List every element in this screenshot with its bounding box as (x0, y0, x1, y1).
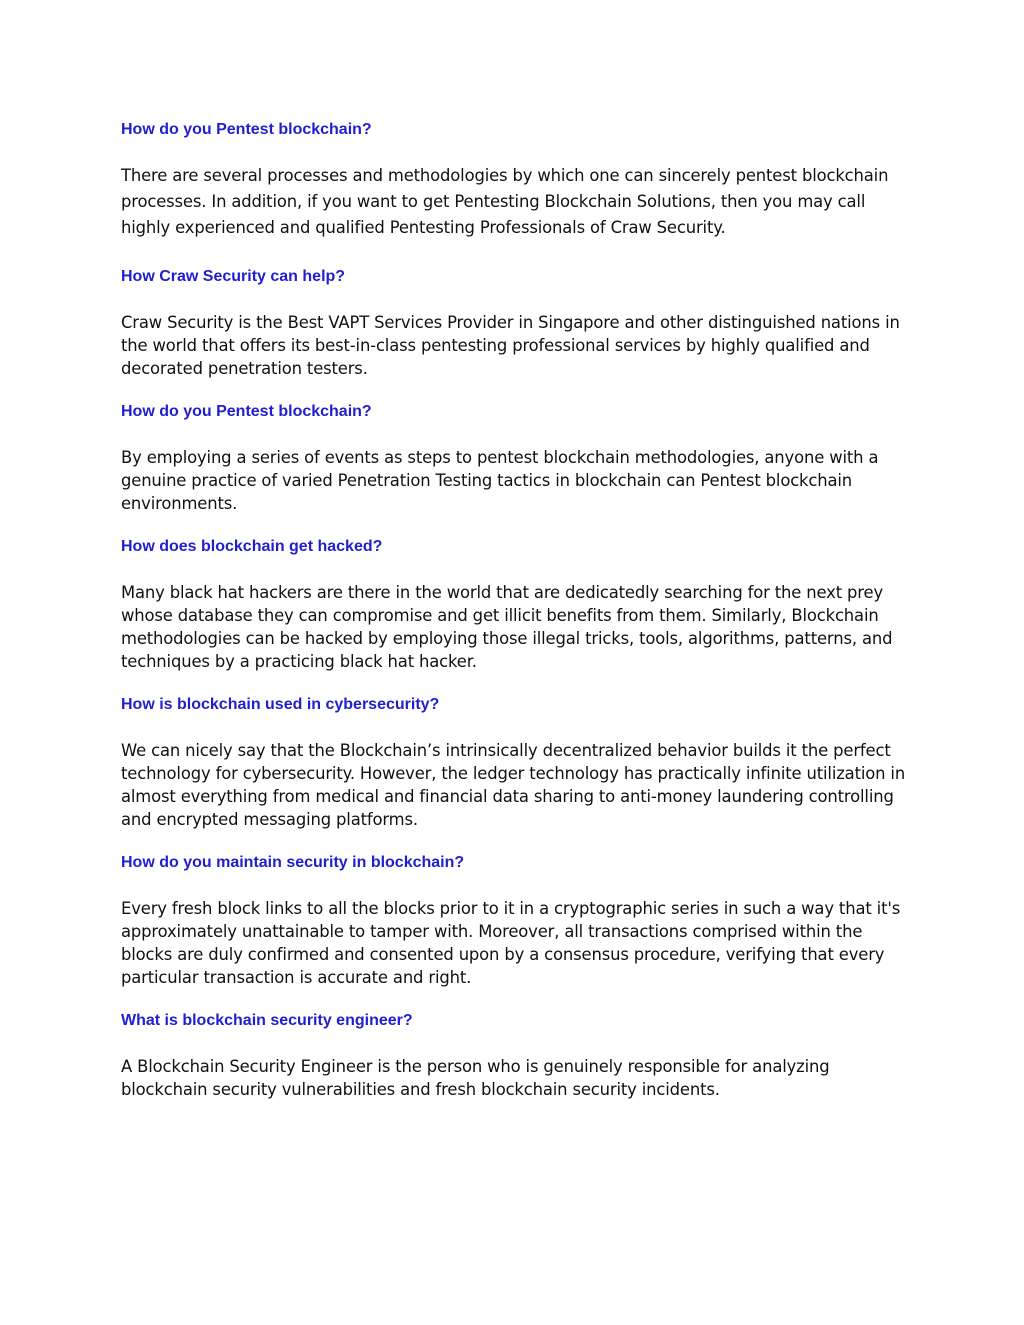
faq-question: How does blockchain get hacked? (121, 538, 383, 555)
faq-answer: A Blockchain Security Engineer is the person who is genuinely responsible for analyzing blockchain security vulnerabilities and fresh blockchain security incidents. (121, 1057, 830, 1099)
faq-question: How is blockchain used in cybersecurity? (121, 696, 440, 713)
faq-question: How do you maintain security in blockchain? (121, 854, 465, 871)
faq-item (121, 120, 911, 241)
faq-item (121, 1011, 911, 1101)
faq-question: How do you Pentest blockchain? (121, 121, 372, 138)
faq-answer: There are several processes and methodologies by which one can sincerely pentest blockchain processes. In addition, if you want to get Pentesting Blockchain Solutions, then you may call highly experienced and qualified Pentesting Professionals of Craw Security. (121, 166, 889, 237)
document-page (121, 120, 911, 1123)
faq-answer: We can nicely say that the Blockchain’s intrinsically decentralized behavior builds it the perfect technology for cybersecurity. However, the ledger technology has practically infinite utilization in almost everything from medical and financial data sharing to anti-money laundering controlling and encrypted messaging platforms. (121, 741, 906, 829)
faq-answer: Every fresh block links to all the blocks prior to it in a cryptographic series in such a way that it's approximately unattainable to tamper with. Moreover, all transactions comprised within the blocks are duly confirmed and consented upon by a consensus procedure, verifying that every particular transaction is accurate and right. (121, 899, 901, 987)
faq-item (121, 537, 911, 673)
faq-question: How Craw Security can help? (121, 268, 346, 285)
faq-item (121, 695, 911, 831)
faq-item (121, 267, 911, 380)
faq-item (121, 853, 911, 989)
faq-answer: By employing a series of events as steps to pentest blockchain methodologies, anyone with a genuine practice of varied Penetration Testing tactics in blockchain can Pentest blockchain environments. (121, 448, 879, 513)
faq-answer: Many black hat hackers are there in the world that are dedicatedly searching for the next prey whose database they can compromise and get illicit benefits from them. Similarly, Blockchain methodologies can be hacked by employing those illegal tricks, tools, algorithms, patterns, and techniques by a practicing black hat hacker. (121, 583, 893, 671)
faq-question: How do you Pentest blockchain? (121, 403, 372, 420)
faq-question: What is blockchain security engineer? (121, 1012, 413, 1029)
faq-answer: Craw Security is the Best VAPT Services Provider in Singapore and other distinguished nations in the world that offers its best-in-class pentesting professional services by highly qualified and decorated penetration testers. (121, 313, 900, 378)
faq-item (121, 402, 911, 515)
